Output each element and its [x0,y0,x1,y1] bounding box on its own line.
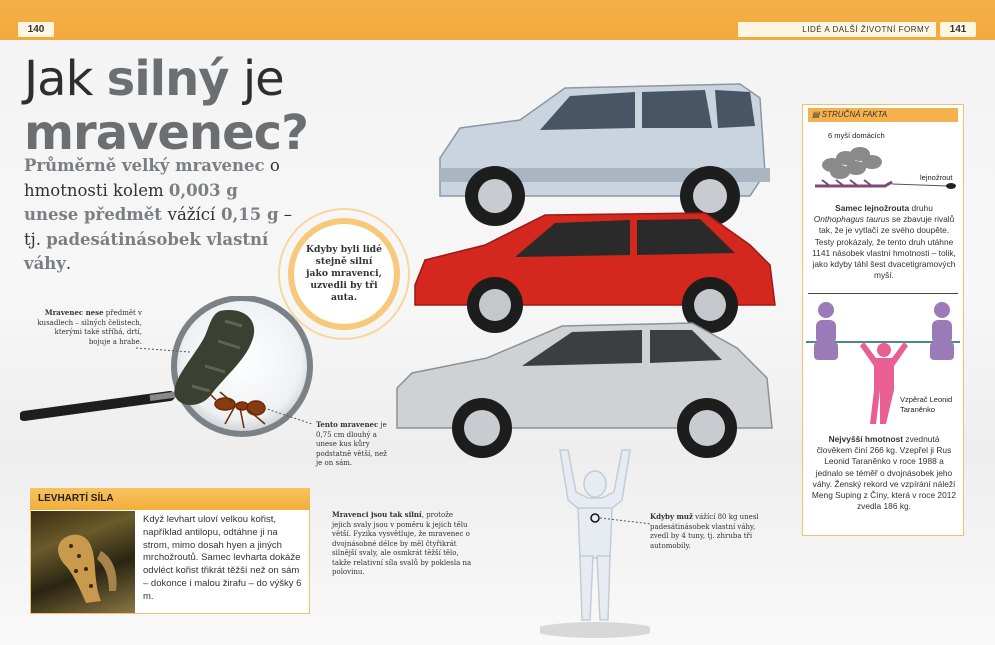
leopard-text: Když levhart uloví velkou kořist, například antilopu, odtáhne ji na strom, mimo dosah hyen a jiných mrchožroutů. Samec levharta dokáže odvléct kořist třikrát těžší než on sám – dokonce i malou žirafu – do výšky 6 m. [143,514,302,602]
fact-italic: Onthophagus taurus [813,214,890,225]
note-bold: Kdyby muž [650,512,693,521]
man-note [650,512,766,551]
callout-text: by [350,280,362,291]
human-figure-illustration [540,440,650,640]
intro-text: 0,15 g [215,205,279,224]
page-number-right: 141 [940,22,976,37]
callout-text: . [353,292,358,303]
fact-bold: Nejvyšší hmotnost [828,434,904,444]
intro-text: Průměrně velký mravenec [24,156,265,175]
leopard-heading: LEVHARTÍ SÍLA [30,488,310,510]
intro-text: vážící [167,205,216,224]
ant-note [316,420,394,469]
lifter-label: Vzpěrač Leonid Taraněnko [900,395,953,414]
section-title: LIDÉ A DALŠÍ ŽIVOTNÍ FORMY [738,22,936,37]
note-text: , protože jejich svaly jsou v poměru k jejich tělu větší. Fyzika vysvětluje, že mravenec o dvojnásobné délce by měl čtyřikrát silnější svaly, ale osmkrát těžší tělo, takže relativní síla svalů by poklesla na polovinu. [332,511,472,576]
fact-text: druhu [909,203,933,213]
fact-text: zvednutá člověkem činí 266 kg. Vzepřel ji Rus Leonid Taraněnko v roce 1988 a jednalo se téměř o dvojnásobek jeho váhy. Ženský rekord ve vzpírání náleží Meng Suping z Číny, která v roce 2012 zvedla 186 kg. [811,434,957,512]
intro-text: unese předmět [24,205,168,224]
muscle-note [332,510,474,578]
beetle-label: lejnožrout [920,173,953,182]
page-title [24,52,344,160]
note-bold: Tento mravenec [316,420,379,429]
magnifier-note [36,308,142,347]
facts-divider [808,293,958,294]
title-part: Jak [24,51,107,107]
fact-beetle [810,203,958,281]
title-highlight: silný [106,51,229,107]
callout-text: tři [361,280,378,291]
callout-text: stejně [315,256,350,267]
title-part: je [228,51,284,107]
note-bold: Mravenec nese [44,308,104,317]
red-car-illustration [405,205,780,335]
intro-text: 0,003 g [168,180,238,200]
intro-text: – tj. [24,205,292,249]
fact-lifter [810,434,958,512]
callout-text: mravenci [331,268,379,279]
list-icon: ▤ [812,110,822,119]
callout-text: , uzvedli [310,268,382,291]
intro-text: o hmotnosti kolem [24,156,280,200]
intro-text: padesátinásobek vlastní váhy [24,229,269,273]
callout-text: jako [306,268,332,279]
intro-paragraph [24,154,294,277]
note-text: je 0,75 cm dlouhý a unese kus kůry podstatně větší, než je on sám. [316,421,387,467]
leopard-photo [31,511,135,613]
human-strength-callout [288,218,400,330]
facts-heading [808,108,958,122]
page-number-left: 140 [18,22,54,37]
fact-text: se zbavuje rivalů tak, že je vytlačí ze svého doupěte. Testy prokázaly, že tento druh utáhne 1141 násobek vlastní hmotnosti – tolik, jako kdyby táhl šest dvacetigramových myší. [812,214,956,281]
facts-heading-text: STRUČNÁ FAKTA [821,110,888,119]
fact-bold: Samec lejnožrouta [835,203,910,213]
callout-text: silní [349,256,373,267]
callout-text: lidé [362,244,382,255]
callout-text: Kdyby byli [306,244,363,255]
leopard-icon [31,511,135,613]
note-text: předmět v kusadlech – silných čelistech, kterými také stříhá, drtí, bojuje a hrabe. [37,309,142,346]
note-text: vážící 80 kg unesl padesátinásobek vlastní váhy, zvedl by 4 tuny, tj. zhruba tři automobily. [650,513,759,550]
note-bold: Mravenci jsou tak silní [332,510,422,519]
mice-label: 6 myší domácích [828,131,885,140]
mice-sled-illustration [810,140,960,200]
title-highlight: mravenec? [24,105,308,161]
intro-text: . [65,254,72,273]
callout-text: auta [330,292,354,303]
